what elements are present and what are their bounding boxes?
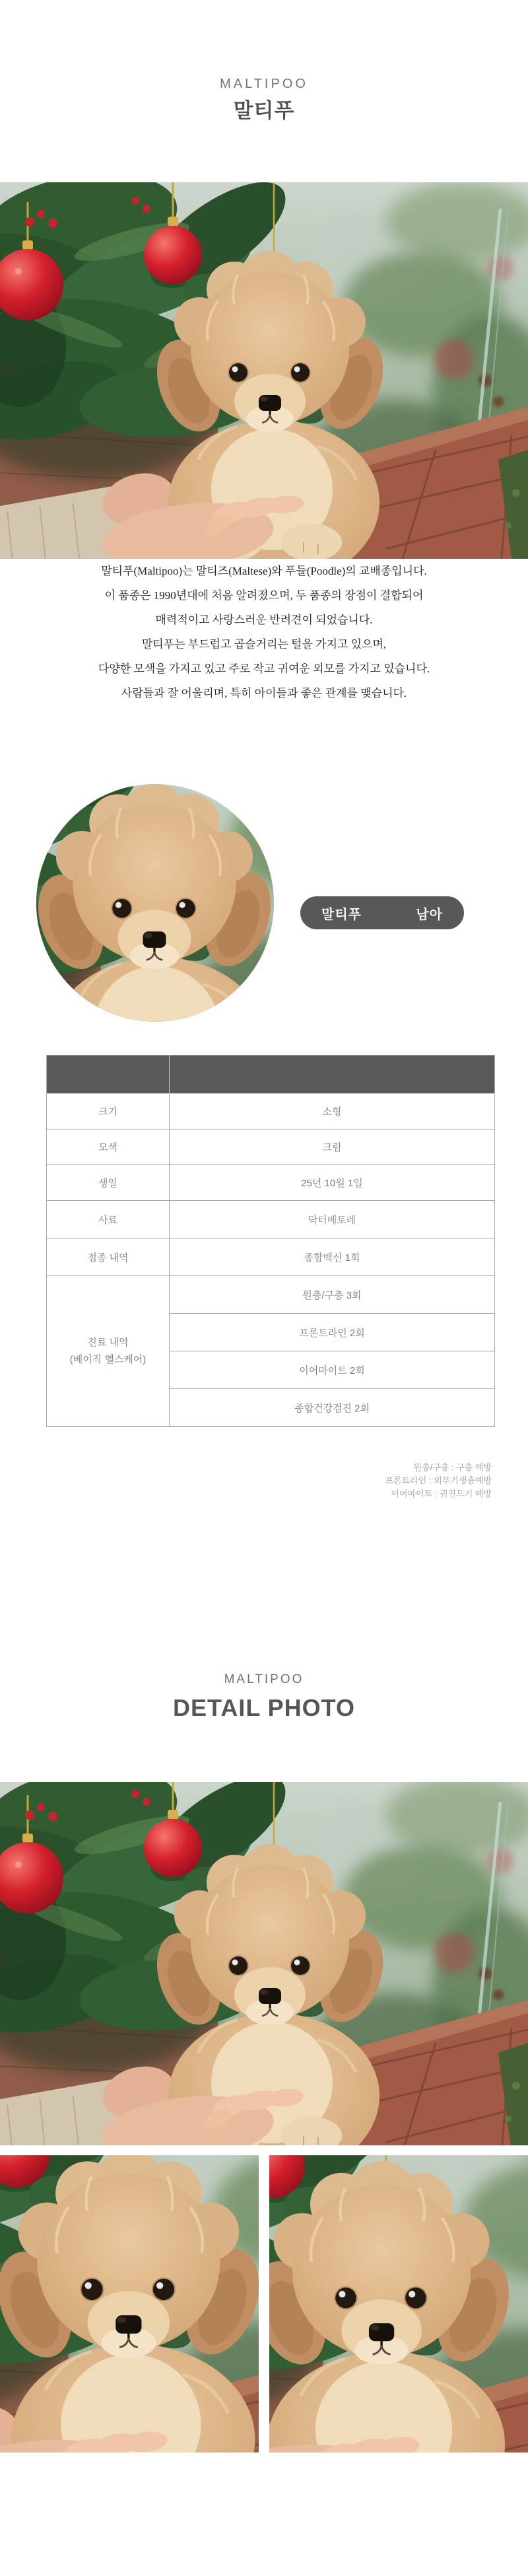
row-label: 크기 xyxy=(47,1094,170,1129)
detail-photo-right xyxy=(269,2155,528,2452)
row-label: 접종 내역 xyxy=(47,1238,170,1276)
detail-title: DETAIL PHOTO xyxy=(172,1694,356,1721)
detail-photo-left xyxy=(0,2155,259,2452)
profile-circle-photo xyxy=(36,784,274,1022)
description-paragraph: 사람들과 잘 어울리며, 특히 아이들과 좋은 관계를 맺습니다. xyxy=(121,687,407,699)
table-row xyxy=(47,1276,495,1314)
puppy-info-table xyxy=(46,1055,495,1427)
profile-section xyxy=(0,784,528,1022)
row-value: 종합건강검진 2회 xyxy=(170,1389,495,1427)
breed-description xyxy=(0,559,528,705)
main-photo xyxy=(0,182,528,559)
row-value: 종합백신 1회 xyxy=(170,1238,495,1276)
breed-subtitle-en: MALTIPOO xyxy=(220,77,308,91)
row-label: 모색 xyxy=(47,1129,170,1165)
row-value: 원충/구충 3회 xyxy=(170,1276,495,1314)
badge-sex-label: 남아 xyxy=(416,907,443,922)
table-row xyxy=(47,1165,495,1201)
row-value: 크림 xyxy=(170,1129,495,1165)
table-header-row xyxy=(47,1055,495,1094)
table-row xyxy=(47,1094,495,1129)
row-label: 사료 xyxy=(47,1201,170,1238)
footnote-line: 프론트라인 : 외부기생충예방 xyxy=(385,1476,492,1485)
description-paragraph: 말티푸(Maltipoo)는 말티즈(Maltese)와 푸들(Poodle)의 교배종입니다. xyxy=(101,565,427,577)
table-row xyxy=(47,1238,495,1276)
badge-breed-label: 말티푸 xyxy=(321,907,362,922)
page-header xyxy=(0,0,528,124)
row-value: 소형 xyxy=(170,1094,495,1129)
row-value: 25년 10월 1일 xyxy=(170,1165,495,1201)
page-title: 말티푸 xyxy=(233,99,295,122)
care-footnotes xyxy=(0,1461,492,1501)
table-row xyxy=(47,1129,495,1165)
footnote-line: 이어마이트 : 귀진드기 예방 xyxy=(391,1489,492,1499)
description-paragraph: 말티푸는 부드럽고 곱슬거리는 털을 가지고 있으며, 다양한 모색을 가지고 있고 주로 작고 귀여운 외모를 가지고 있습니다. xyxy=(98,638,430,675)
row-value: 이어마이트 2회 xyxy=(170,1351,495,1389)
care-history-label: 진료 내역 (베이직 헬스케어) xyxy=(47,1276,170,1427)
detail-photo-heading xyxy=(0,1671,528,1723)
detail-photo-row xyxy=(0,2155,528,2452)
row-label: 생일 xyxy=(47,1165,170,1201)
description-paragraph: 이 품종은 1990년대에 처음 알려졌으며, 두 품종의 장점이 결합되어 매력적이고 사랑스러운 반려견이 되었습니다. xyxy=(104,589,424,626)
row-value: 닥터베토레 xyxy=(170,1201,495,1238)
table-row xyxy=(47,1201,495,1238)
breed-sex-badge xyxy=(300,896,464,929)
detail-subtitle-en: MALTIPOO xyxy=(224,1672,304,1686)
detail-photo-large xyxy=(0,1782,528,2145)
row-value: 프론트라인 2회 xyxy=(170,1314,495,1351)
footnote-line: 원충/구충 : 구충 예방 xyxy=(413,1462,492,1472)
